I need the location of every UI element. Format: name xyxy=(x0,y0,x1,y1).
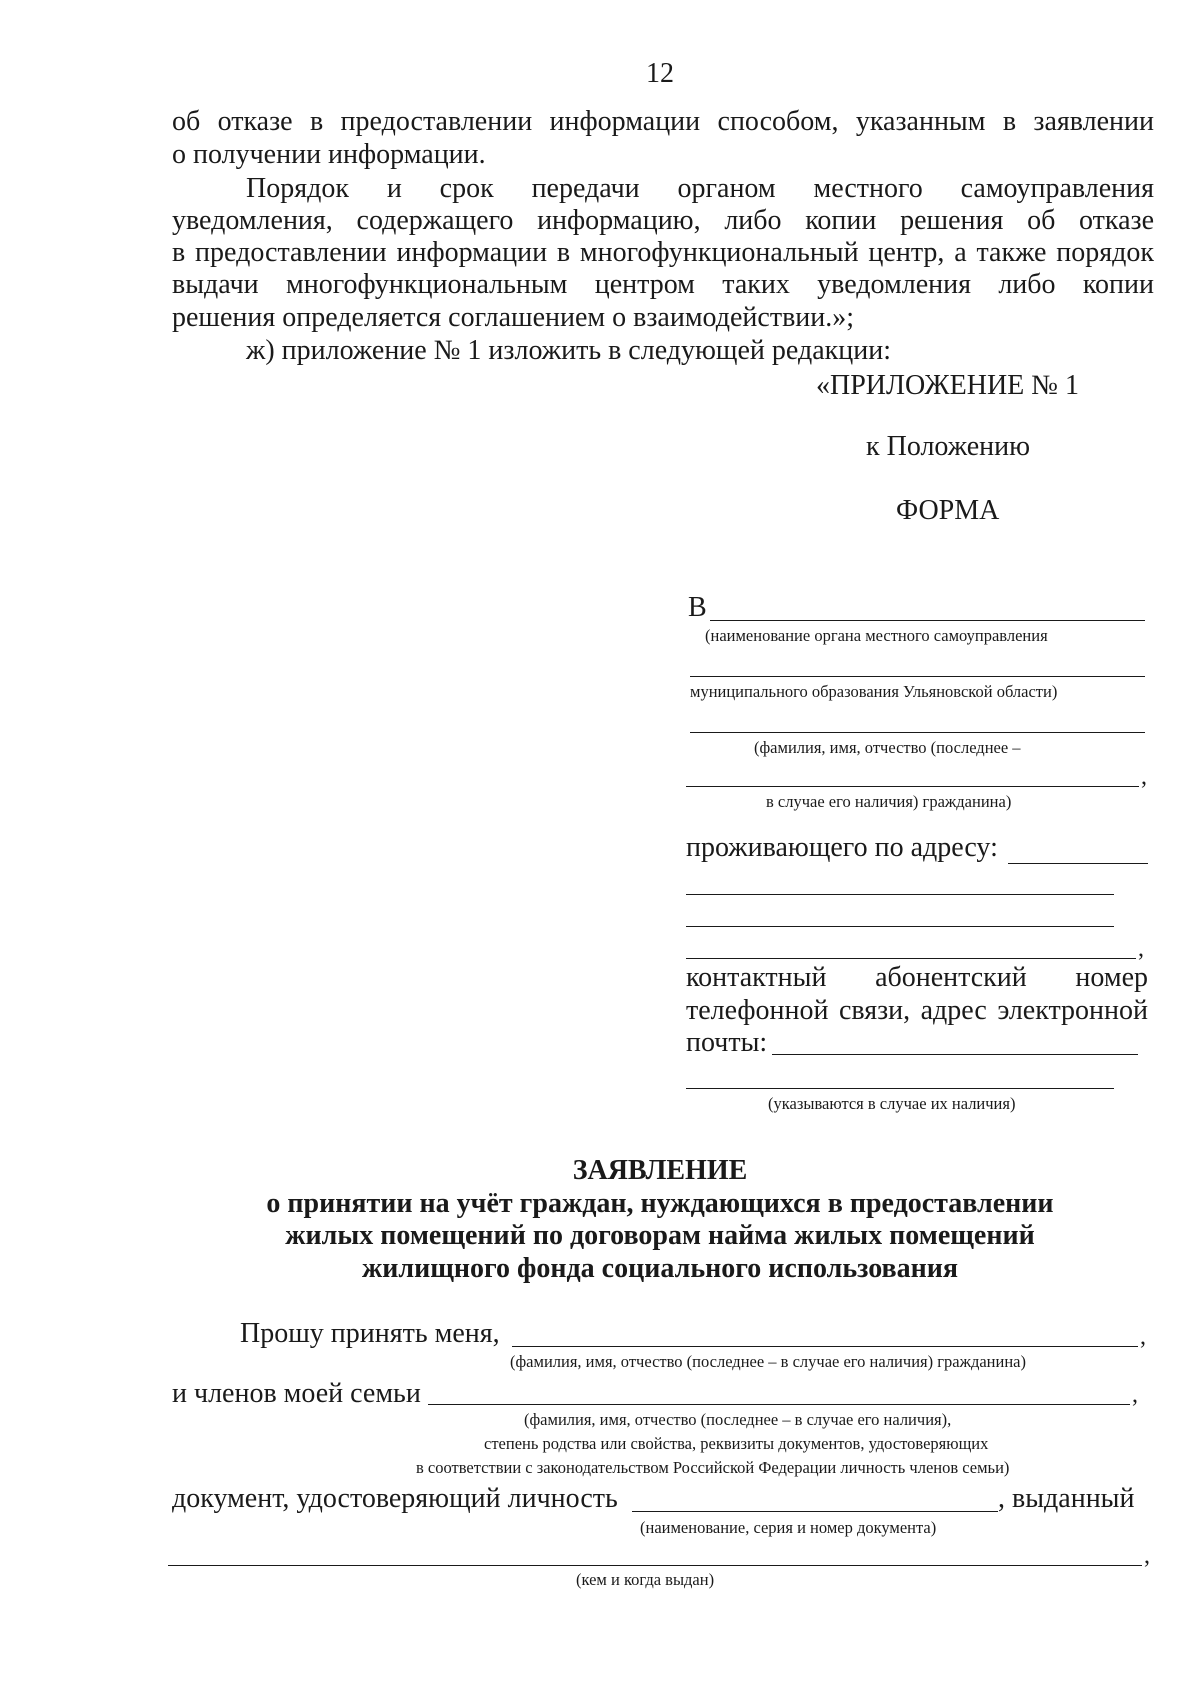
issued-by-line xyxy=(168,1565,1142,1566)
applicant-line xyxy=(512,1346,1138,1347)
addressee-org-line xyxy=(690,676,1145,677)
paragraph-line: Порядок и срок передачи органом местного самоуправления xyxy=(246,173,1154,204)
comma: , xyxy=(1141,764,1147,790)
page-number: 12 xyxy=(646,58,674,89)
contact-label: контактный абонентский номер xyxy=(686,962,1148,993)
family-line xyxy=(428,1404,1130,1405)
statement-subtitle: жилищного фонда социального использования xyxy=(361,1253,959,1284)
statement-subtitle: жилых помещений по договорам найма жилых помещений xyxy=(285,1220,1035,1251)
addressee-name-line xyxy=(686,786,1139,787)
comma: , xyxy=(1140,1324,1146,1350)
addressee-name-line xyxy=(690,732,1145,733)
address-line xyxy=(686,958,1136,959)
caption-org: (наименование органа местного самоуправления xyxy=(705,626,1048,645)
residing-label: проживающего по адресу: xyxy=(686,832,998,863)
statement-title: ЗАЯВЛЕНИЕ xyxy=(572,1155,748,1186)
address-line xyxy=(1008,863,1148,864)
paragraph-line: выдачи многофункциональным центром таких уведомления либо копии xyxy=(172,269,1154,300)
intro-line: об отказе в предоставлении информации способом, указанным в заявлении xyxy=(172,106,1154,137)
paragraph-line: ж) приложение № 1 изложить в следующей редакции: xyxy=(246,335,891,366)
contact-label: почты: xyxy=(686,1027,768,1058)
intro-line: о получении информации. xyxy=(172,139,486,170)
paragraph-line: решения определяется соглашением о взаимодействии.»; xyxy=(172,302,855,333)
comma: , xyxy=(1138,936,1144,962)
to-prefix: В xyxy=(688,592,707,623)
contact-line xyxy=(772,1054,1138,1055)
caption-family: (фамилия, имя, отчество (последнее – в случае его наличия), xyxy=(524,1410,952,1429)
caption-family: в соответствии с законодательством Российской Федерации личность членов семьи) xyxy=(416,1458,1010,1477)
paragraph-line: в предоставлении информации в многофункциональный центр, а также порядок xyxy=(172,237,1154,268)
caption-name: в случае его наличия) гражданина) xyxy=(766,792,1012,811)
request-label: Прошу принять меня, xyxy=(240,1318,500,1349)
caption-applicant: (фамилия, имя, отчество (последнее – в случае его наличия) гражданина) xyxy=(510,1352,1026,1371)
statement-subtitle: о принятии на учёт граждан, нуждающихся в предоставлении xyxy=(266,1188,1054,1219)
form-label: ФОРМА xyxy=(896,495,1000,526)
caption-name: (фамилия, имя, отчество (последнее – xyxy=(754,738,1021,757)
appendix-subtitle: к Положению xyxy=(866,431,1031,462)
contact-label: телефонной связи, адрес электронной xyxy=(686,995,1148,1026)
caption-family: степень родства или свойства, реквизиты документов, удостоверяющих xyxy=(484,1434,989,1453)
paragraph-line: уведомления, содержащего информацию, либо копии решения об отказе xyxy=(172,205,1154,236)
comma: , xyxy=(1144,1543,1150,1569)
caption-contact: (указываются в случае их наличия) xyxy=(768,1094,1016,1113)
comma: , xyxy=(1132,1382,1138,1408)
id-document-label: документ, удостоверяющий личность xyxy=(172,1483,618,1514)
issued-label: , выданный xyxy=(998,1483,1135,1514)
address-line xyxy=(686,894,1114,895)
family-label: и членов моей семьи xyxy=(172,1378,421,1409)
caption-document: (наименование, серия и номер документа) xyxy=(640,1518,937,1537)
address-line xyxy=(686,926,1114,927)
addressee-org-line xyxy=(710,620,1145,621)
appendix-title: «ПРИЛОЖЕНИЕ № 1 xyxy=(816,370,1079,401)
contact-line xyxy=(686,1088,1114,1089)
caption-issued: (кем и когда выдан) xyxy=(576,1570,715,1589)
id-document-line xyxy=(632,1511,998,1512)
caption-org: муниципального образования Ульяновской области) xyxy=(690,682,1058,701)
